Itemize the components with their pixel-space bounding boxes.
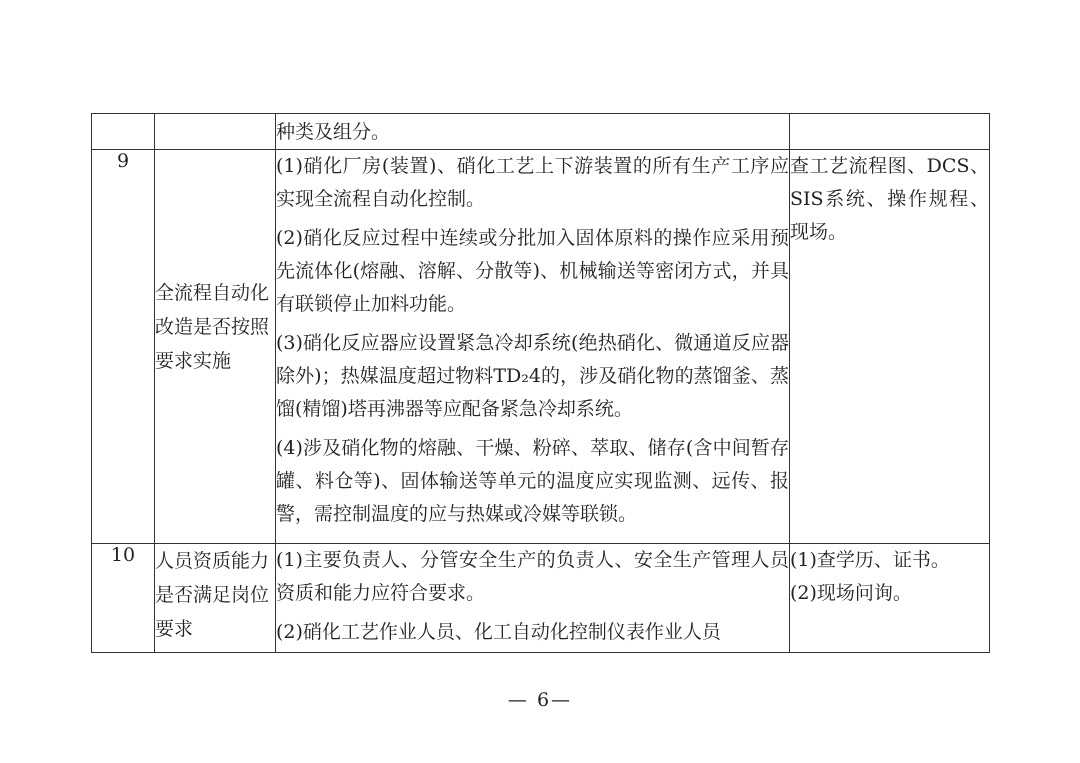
inspection-table [91,113,990,653]
check-text: 查工艺流程图、DCS、SIS系统、操作规程、现场。 [790,155,989,243]
table-row-10 [92,544,990,653]
inspection-item: 人员资质能力是否满足岗位要求 [155,544,276,653]
check-cell [790,114,990,150]
requirement-cell [276,150,790,544]
requirement-paragraph: (2)硝化工艺作业人员、化工自动化控制仪表作业人员 [276,621,721,643]
requirement-paragraph: (1)硝化厂房(装置)、硝化工艺上下游装置的所有生产工序应实现全流程自动化控制。 [276,155,789,210]
table-row-continued [92,114,990,150]
inspection-item: 全流程自动化改造是否按照要求实施 [155,150,276,544]
table-row-9 [92,150,990,544]
requirement-paragraph: (3)硝化反应器应设置紧急冷却系统(绝热硝化、微通道反应器除外)；热媒温度超过物料TD₂4的，涉及硝化物的蒸馏釜、蒸馏(精馏)塔再沸器等应配备紧急冷却系统。 [276,332,789,420]
requirement-paragraph: (2)硝化反应过程中连续或分批加入固体原料的操作应采用预先流体化(熔融、溶解、分散等)、机械输送等密闭方式，并具有联锁停止加料功能。 [276,227,789,315]
requirement-cell [276,544,790,653]
row-number: 10 [92,544,155,653]
check-method [790,150,990,544]
requirement-paragraph: (1)主要负责人、分管安全生产的负责人、安全生产管理人员资质和能力应符合要求。 [276,549,789,604]
requirement-text: 种类及组分。 [276,121,391,143]
page-number: — 6— [507,689,573,711]
item-cell [155,114,276,150]
check-text: (2)现场问询。 [790,582,912,604]
num-cell [92,114,155,150]
requirement-cell [276,114,790,150]
check-text: (1)查学历、证书。 [790,549,950,571]
requirement-paragraph: (4)涉及硝化物的熔融、干燥、粉碎、萃取、储存(含中间暂存罐、料仓等)、固体输送等单元的温度应实现监测、远传、报警，需控制温度的应与热媒或冷媒等联锁。 [276,437,789,525]
check-method [790,544,990,653]
row-number: 9 [92,150,155,544]
